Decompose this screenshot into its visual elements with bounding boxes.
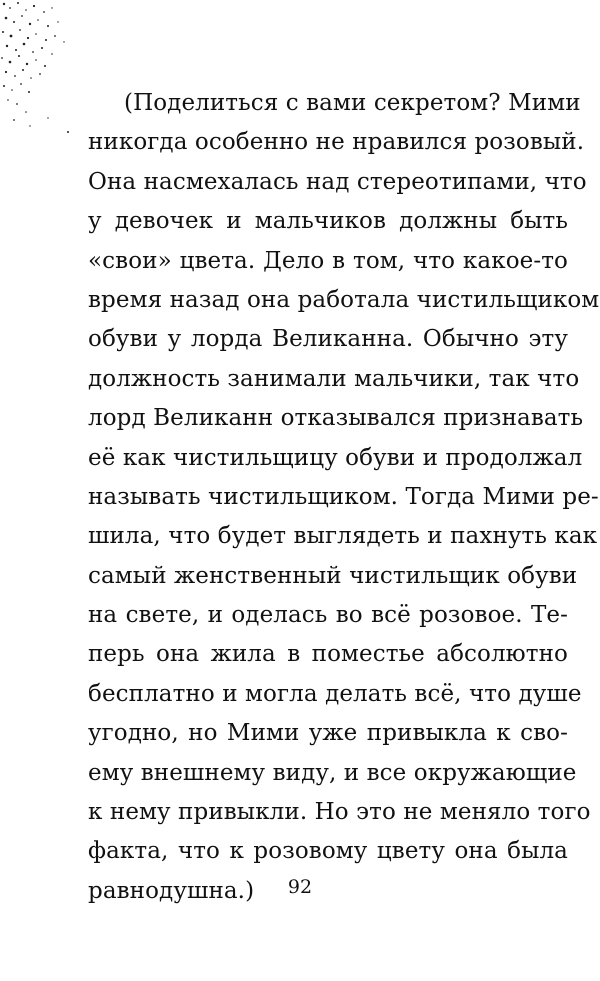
body-line: угодно, но Мими уже привыкла к сво- [88,720,568,747]
body-text [88,84,600,911]
body-line: обуви у лорда Великанна. Обычно эту [88,326,568,353]
body-line: бесплатно и могла делать всё, что душе [88,680,582,707]
body-line: называть чистильщиком. Тогда Мими ре- [88,483,599,510]
body-line: должность занимали мальчики, так что [88,365,580,392]
body-line: никогда особенно не нравился розовый. [88,129,585,156]
body-line: её как чистильщицу обуви и продолжал [88,444,583,471]
body-line: самый женственный чистильщик обуви [88,562,578,589]
body-line: «свои» цвета. Дело в том, что какое-то [88,247,568,274]
body-line: ему внешнему виду, и все окружающие [88,759,577,786]
body-line: шила, что будет выглядеть и пахнуть как [88,523,598,550]
scan-speckle-decoration [0,0,80,140]
body-line: лорд Великанн отказывался признавать [88,405,584,432]
body-line: (Поделиться с вами секретом? Мими [124,90,581,116]
body-line: время назад она работала чистильщиком [88,286,600,313]
body-line: равнодушна.) [88,877,255,904]
body-line: перь она жила в поместье абсолютно [88,641,568,668]
body-line: Она насмехалась над стереотипами, что [88,168,587,195]
body-line: на свете, и оделась во всё розовое. Те- [88,602,568,629]
body-line: к нему привыкли. Но это не меняло того [88,799,591,826]
body-line: у девочек и мальчиков должны быть [88,208,568,235]
body-line: факта, что к розовому цвету она была [88,838,568,865]
page-number: 92 [287,876,313,898]
